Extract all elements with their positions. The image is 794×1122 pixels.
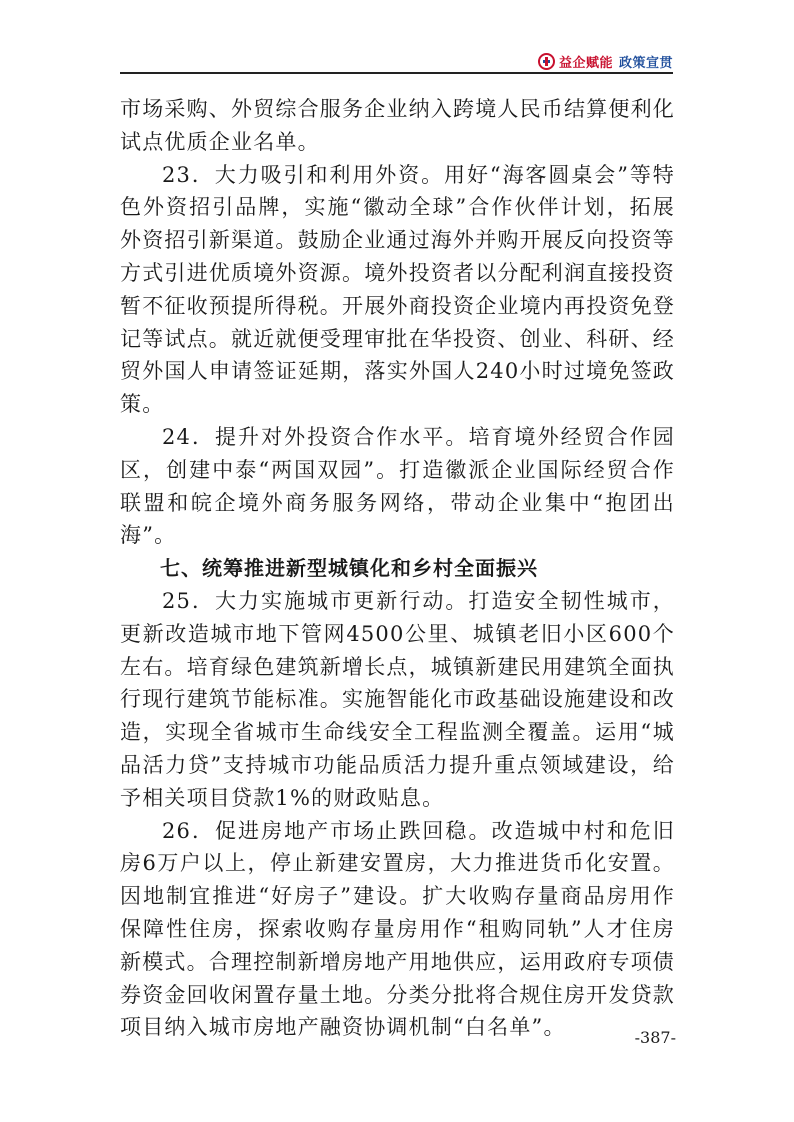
header-divider (120, 72, 673, 74)
paragraph-24: 24．提升对外投资合作水平。培育境外经贸合作园区，创建中泰“两国双园”。打造徽派企业国际经贸合作联盟和皖企境外商务服务网络，带动企业集中“抱团出海”。 (120, 424, 675, 548)
brand-text (559, 52, 673, 71)
page-number: -387- (634, 1028, 676, 1047)
brand-part1: 益企赋能 (558, 55, 613, 71)
brand-block (538, 50, 673, 72)
yiqi-logo-icon (538, 53, 555, 70)
section-heading-7: 七、统筹推进新型城镇化和乡村全面振兴 (160, 556, 538, 581)
paragraph-23: 23．大力吸引和利用外资。用好“海客圆桌会”等特色外资招引品牌，实施“徽动全球”合作伙伴计划，拓展外资招引新渠道。鼓励企业通过海外并购开展反向投资等方式引进优质境外资源。境外投资者以分配利润直接投资暂不征收预提所得税。开展外商投资企业境内再投资免登记等试点。就近就便受理审批在华投资、创业、科研、经贸外国人申请签证延期，落实外国人240小时过境免签政策。 (120, 162, 675, 417)
paragraph-25: 25．大力实施城市更新行动。打造安全韧性城市，更新改造城市地下管网4500公里、城镇老旧小区600个左右。培育绿色建筑新增长点，城镇新建民用建筑全面执行现行建筑节能标准。实施智能化市政基础设施建设和改造，实现全省城市生命线安全工程监测全覆盖。运用“城品活力贷”支持城市功能品质活力提升重点领域建设，给予相关项目贷款1%的财政贴息。 (120, 588, 675, 810)
paragraph-continued: 市场采购、外贸综合服务企业纳入跨境人民币结算便利化试点优质企业名单。 (120, 97, 675, 154)
paragraph-26: 26．促进房地产市场止跌回稳。改造城中村和危旧房6万户以上，停止新建安置房，大力推进货币化安置。因地制宜推进“好房子”建设。扩大收购存量商品房用作保障性住房，探索收购存量房用作“租购同轨”人才住房新模式。合理控制新增房地产用地供应，运用政府专项债券资金回收闲置存量土地。分类分批将合规住房开发贷款项目纳入城市房地产融资协调机制“白名单”。 (120, 818, 675, 1040)
brand-part2: 政策宣贯 (618, 55, 673, 71)
document-body (120, 93, 675, 1044)
page-header (120, 50, 673, 74)
